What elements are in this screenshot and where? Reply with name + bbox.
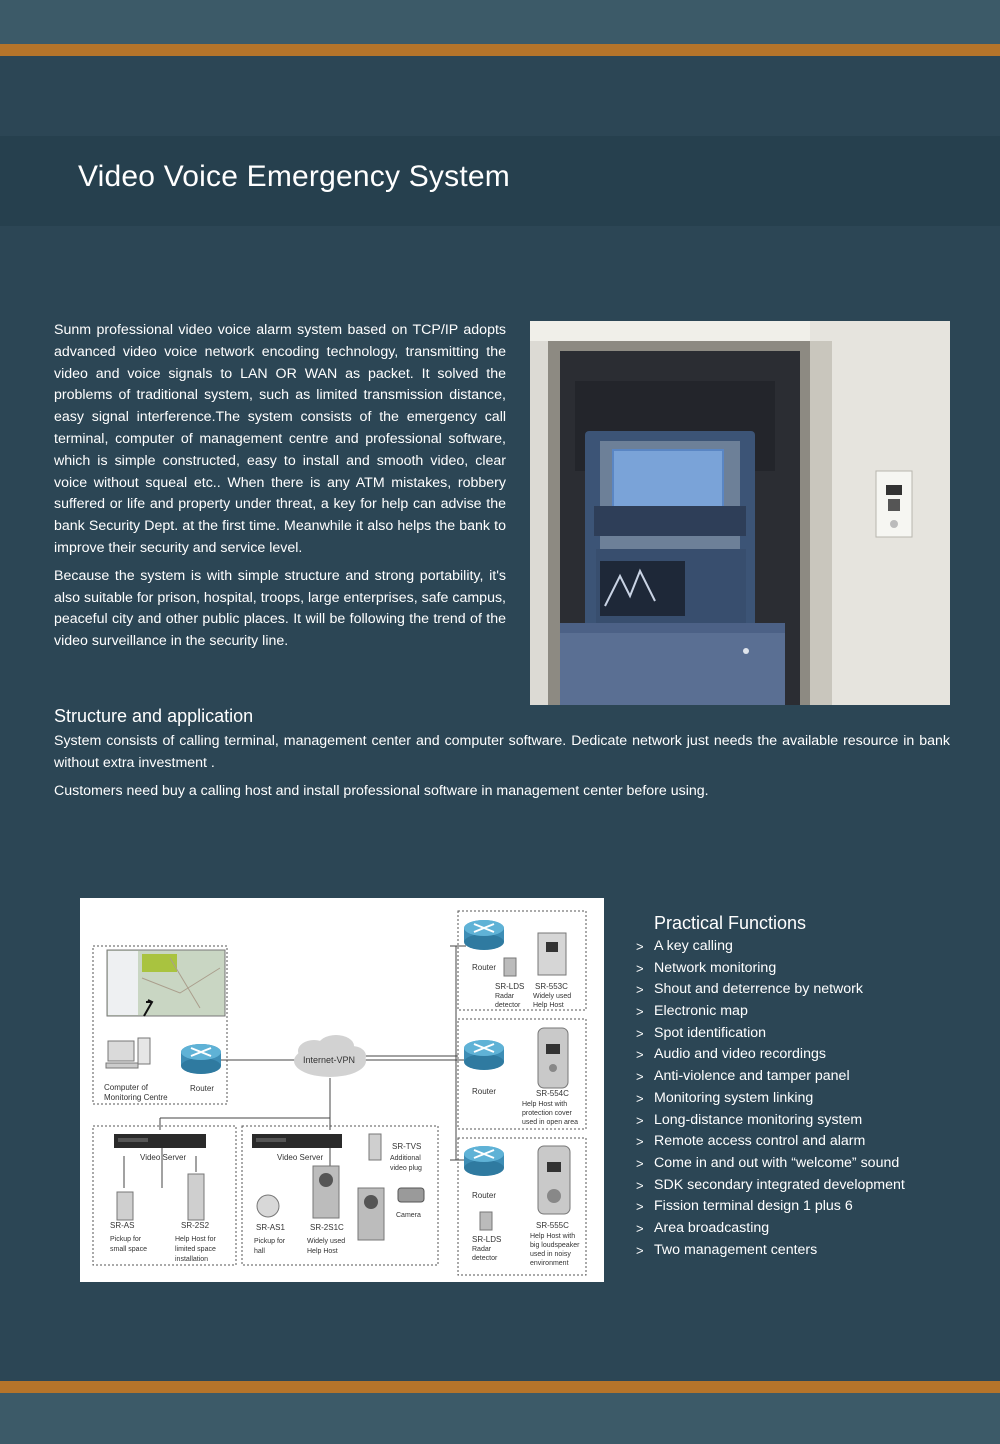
pickup-icon [117, 1192, 133, 1220]
video-plug-icon [369, 1134, 381, 1160]
chevron-right-icon: > [636, 982, 644, 998]
intro-paragraph: Sunm professional video voice alarm system based on TCP/IP adopts advanced video voice network encoding technology, transmitting the video and voice signals to LAN OR WAN as packet. It solved the problems of traditional system, such as limited transmission distance, easy signal interference.The system consists of the emergency call terminal, computer of management centre and professional software, which is simple constructed, easy to install and smooth video, clear voice without squeal etc.. When there is any ATM mistakes, robbery suffered or life and property under threat, a key for help can advise the bank Security Dept. at the first time. Meanwhile it also helps the bank to improve their security and service level. [54, 322, 506, 556]
device-desc: detector [495, 1002, 521, 1009]
device-desc: installation [175, 1256, 209, 1263]
device-model: SR-555C [536, 1221, 569, 1230]
device-desc: Help Host [307, 1248, 338, 1255]
top-accent-stripe [0, 44, 1000, 56]
function-label: Area broadcasting [654, 1219, 770, 1236]
device-model: SR-2S2 [181, 1221, 210, 1230]
device-desc: Radar [495, 993, 515, 1000]
chevron-right-icon: > [636, 1025, 644, 1041]
router-icon [464, 920, 504, 950]
atm-illustration [530, 321, 950, 705]
device-model: SR-LDS [495, 982, 525, 991]
function-label: Long-distance monitoring system [654, 1111, 863, 1128]
device-desc: detector [472, 1255, 498, 1262]
chevron-right-icon: > [636, 1004, 644, 1020]
function-label: Electronic map [654, 1003, 748, 1020]
structure-text [54, 731, 950, 808]
device-model: SR-2S1C [310, 1223, 344, 1232]
intro-paragraph: Because the system is with simple structure and strong portability, it's also suitable for prison, hospital, troops, large enterprises, safe campus, peaceful city and other public places. It will be following the trend of the video surveillance in the security line. [54, 567, 506, 650]
computer-icon [108, 1041, 134, 1061]
list-item [636, 979, 966, 1001]
device-model: SR-LDS [472, 1235, 502, 1244]
atm-photo [530, 321, 950, 705]
radar-detector-icon [480, 1212, 492, 1230]
function-label: Network monitoring [654, 959, 777, 976]
function-label: A key calling [654, 938, 733, 954]
list-item [636, 1066, 966, 1088]
router-label: Router [190, 1084, 215, 1093]
device-desc: Help Host [533, 1002, 564, 1009]
video-server-label: Video Server [140, 1153, 187, 1162]
device-desc: Widely used [307, 1238, 346, 1245]
list-item [636, 1001, 966, 1023]
network-diagram [80, 898, 604, 1282]
chevron-right-icon: > [636, 1199, 644, 1215]
chevron-right-icon: > [636, 1047, 644, 1063]
function-label: Monitoring system linking [654, 1089, 814, 1106]
list-item [636, 936, 966, 958]
help-host-cover-icon [538, 1028, 568, 1088]
chevron-right-icon: > [636, 1242, 644, 1258]
cloud-label: Internet-VPN [303, 1055, 356, 1065]
device-desc: video plug [390, 1165, 422, 1172]
bottom-band [0, 1393, 1000, 1444]
function-label: Anti-violence and tamper panel [654, 1068, 850, 1085]
function-label: Fission terminal design 1 plus 6 [654, 1198, 853, 1215]
device-desc: protection cover [522, 1110, 572, 1117]
radar-detector-icon [504, 958, 516, 976]
chevron-right-icon: > [636, 1220, 644, 1236]
device-desc: Help Host for [175, 1236, 216, 1243]
device-desc: small space [110, 1246, 147, 1253]
function-label: Spot identification [654, 1024, 766, 1041]
device-desc: big loudspeaker [530, 1242, 580, 1249]
chevron-right-icon: > [636, 1155, 644, 1171]
device-desc: hall [254, 1248, 265, 1255]
list-item [636, 1110, 966, 1132]
bottom-accent-stripe [0, 1381, 1000, 1393]
device-desc: Pickup for [254, 1238, 286, 1245]
top-band [0, 0, 1000, 44]
functions-heading: Practical Functions [654, 913, 807, 933]
list-item [636, 1218, 966, 1240]
device-desc: used in open area [522, 1119, 579, 1126]
pickup-icon [257, 1195, 279, 1217]
function-label: Come in and out with “welcome” sound [654, 1154, 900, 1171]
function-label: Two management centers [654, 1241, 818, 1258]
help-host-icon [538, 933, 566, 975]
intro-text [54, 320, 506, 659]
function-label: Audio and video recordings [654, 1046, 826, 1063]
device-model: SR-TVS [392, 1142, 422, 1151]
chevron-right-icon: > [636, 960, 644, 976]
function-label: SDK secondary integrated development [654, 1176, 905, 1193]
list-item [636, 1023, 966, 1045]
computer-label: Monitoring Centre [104, 1093, 168, 1102]
structure-heading: Structure and application [54, 706, 254, 726]
list-item [636, 1175, 966, 1197]
device-desc: used in noisy [530, 1251, 571, 1258]
device-model: SR-554C [536, 1089, 569, 1098]
device-desc: environment [530, 1260, 569, 1267]
structure-paragraph: System consists of calling terminal, management center and computer software. Dedicate network just needs the available resource in bank without extra investment . [54, 733, 950, 771]
network-diagram-svg [80, 898, 604, 1282]
chevron-right-icon: > [636, 1112, 644, 1128]
device-desc: Help Host with [530, 1233, 576, 1240]
list-item [636, 1240, 966, 1262]
page-title: Video Voice Emergency System [78, 160, 510, 193]
router-icon [181, 1044, 221, 1074]
list-item [636, 958, 966, 980]
list-item [636, 1153, 966, 1175]
list-item [636, 1196, 966, 1218]
device-model: SR-AS1 [256, 1223, 285, 1232]
list-item [636, 1044, 966, 1066]
help-host-icon [188, 1174, 204, 1220]
list-item [636, 1131, 966, 1153]
function-label: Remote access control and alarm [654, 1133, 866, 1150]
video-server-label: Video Server [277, 1153, 324, 1162]
router-label: Router [472, 963, 497, 972]
list-item [636, 1088, 966, 1110]
device-desc: Pickup for [110, 1236, 142, 1243]
device-desc: Radar [472, 1246, 492, 1253]
router-label: Router [472, 1191, 497, 1200]
chevron-right-icon: > [636, 1134, 644, 1150]
device-desc: limited space [175, 1246, 216, 1253]
structure-paragraph: Customers need buy a calling host and install professional software in management center before using. [54, 782, 709, 799]
functions-list [636, 936, 966, 1261]
computer-label: Computer of [104, 1083, 149, 1092]
router-label: Router [472, 1087, 497, 1096]
device-desc: Additional [390, 1155, 421, 1162]
chevron-right-icon: > [636, 939, 644, 954]
chevron-right-icon: > [636, 1069, 644, 1085]
camera-label: Camera [396, 1212, 421, 1219]
device-model: SR-AS [110, 1221, 135, 1230]
camera-icon [398, 1188, 424, 1202]
device-desc: Help Host with [522, 1101, 568, 1108]
router-icon [464, 1146, 504, 1176]
function-label: Shout and deterrence by network [654, 981, 864, 998]
chevron-right-icon: > [636, 1177, 644, 1193]
chevron-right-icon: > [636, 1090, 644, 1106]
device-model: SR-553C [535, 982, 568, 991]
device-desc: Widely used [533, 993, 572, 1000]
help-host-speaker-icon [538, 1146, 570, 1214]
router-icon [464, 1040, 504, 1070]
